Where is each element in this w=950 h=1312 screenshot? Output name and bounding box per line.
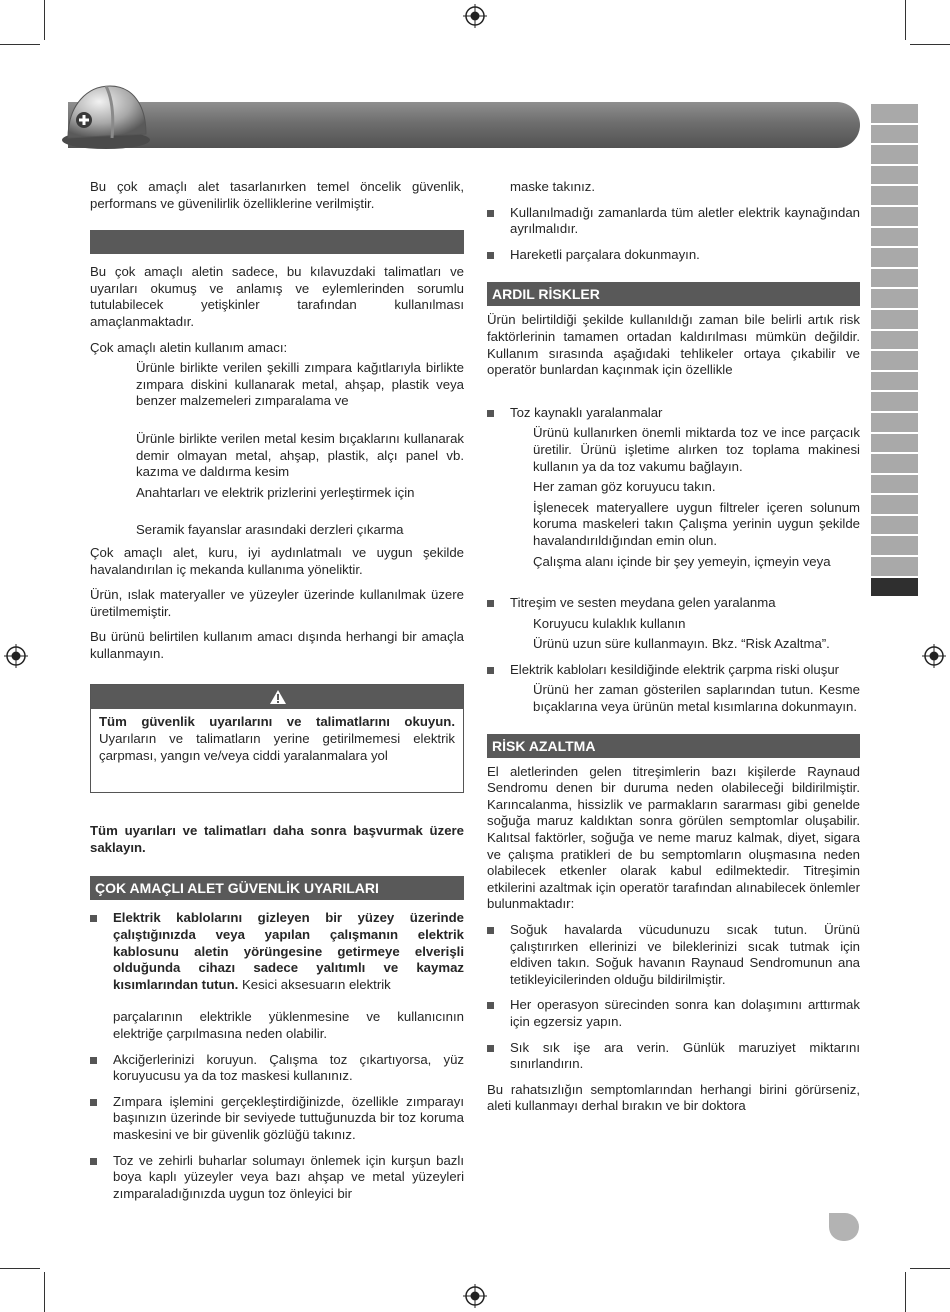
section-tab — [871, 166, 918, 185]
risk-sub-item: Ürünü kullanırken önemli miktarda toz ve ince parçacık üretilir. Ürünü işletime alırken toz toplama makinesi kullanın ya da toz vakumu bağlayın. — [533, 425, 860, 474]
risk-sub-item: Koruyucu kulaklık kullanın — [533, 615, 686, 631]
warning-body — [91, 709, 463, 792]
section-tab — [871, 207, 918, 226]
wet-materials-paragraph: Ürün, ıslak materyaller ve yüzeyler üzerinde kullanılmak üzere üretilmemiştir. — [90, 587, 464, 619]
warning-triangle-icon — [269, 689, 287, 705]
continued-text: maske takınız. — [510, 179, 596, 194]
intended-use-lead: Çok amaçlı aletin kullanım amacı: — [90, 339, 288, 355]
use-item: Seramik fayanslar arasındaki derzleri çıkarma — [136, 522, 404, 538]
hard-hat-icon — [60, 76, 152, 152]
mitigation-bullet — [487, 1040, 860, 1073]
section-tab — [871, 186, 918, 205]
crop-mark — [910, 1268, 950, 1269]
risk-bullet-text: Elektrik kabloları kesildiğinde elektrik çarpma riski oluşur — [510, 661, 840, 677]
warning-bold: Tüm güvenlik uyarılarını ve talimatlarını okuyun. — [99, 714, 455, 730]
use-item: Ürünle birlikte verilen şekilli zımpara kağıtlarıyla birlikte zımpara diskini kullanarak metal, ahşap, plastik veya benzer malzemeleri zımparalama ve — [136, 360, 464, 409]
bullet-square-icon — [487, 1045, 494, 1052]
safety-bullet — [90, 1052, 464, 1085]
bullet-square-icon — [90, 915, 97, 922]
section-tab — [871, 392, 918, 411]
safety-bullet — [90, 1153, 464, 1203]
bullet-square-icon — [90, 1057, 97, 1064]
keep-instructions — [90, 823, 464, 856]
safety-bullet-text: Akciğerlerinizi koruyun. Çalışma toz çıkartıyorsa, yüz koruyucusu ya da toz maskesi kullanınız. — [113, 1051, 464, 1084]
risk-bullet-text: Toz kaynaklı yaralanmalar — [510, 404, 663, 420]
registration-mark-icon — [4, 644, 28, 668]
section-tab — [871, 372, 918, 391]
header-banner — [68, 102, 860, 148]
registration-mark-icon — [922, 644, 946, 668]
intended-paragraph: Bu çok amaçlı aletin sadece, bu kılavuzdaki talimatları ve uyarıları okumuş ve anlamış ve eylemlerinden sorumlu tutulabilecek yetişkinler tarafından kullanılması amaçlanmaktadır. — [90, 264, 464, 329]
risk-sub-item: Çalışma alanı içinde bir şey yemeyin, içmeyin veya — [533, 553, 831, 569]
intended-use-heading — [90, 230, 464, 254]
warning-text: Uyarıların ve talimatların yerine getirilmemesi elektrik çarpması, yangın ve/veya ciddi yaralanmalara yol — [99, 731, 455, 763]
safety-bullet-continued: parçalarının elektrikle yüklenmesine ve kullanıcının elektriğe çarpılmasına neden olabilir. — [113, 1009, 464, 1041]
right-column — [487, 179, 860, 1124]
bullet-square-icon — [90, 1099, 97, 1106]
safety-bullet-text: Toz ve zehirli buharlar solumayı önlemek için kurşun bazlı boya kaplı yüzeyler veya bazı ahşap ve metal yüzeyleri zımparaladığınızda uygun toz önleyici bir — [113, 1152, 464, 1201]
safety-bullet-text: Kullanılmadığı zamanlarda tüm aletler elektrik kaynağından ayrılmalıdır. — [510, 204, 860, 237]
crop-mark — [44, 0, 45, 40]
safety-bullet-text: Hareketli parçalara dokunmayın. — [510, 246, 700, 262]
residual-risks-heading: ARDIL RİSKLER — [487, 282, 860, 306]
safety-bullet — [487, 205, 860, 238]
section-tab — [871, 104, 918, 123]
misuse-paragraph: Bu ürünü belirtilen kullanım amacı dışında herhangi bir amaçla kullanmayın. — [90, 629, 464, 661]
section-tab-active — [871, 578, 918, 597]
section-tab — [871, 413, 918, 432]
section-tab — [871, 516, 918, 535]
mitigation-text: Her operasyon sürecinden sonra kan dolaşımını arttırmak için egzersiz yapın. — [510, 997, 860, 1029]
section-tab — [871, 248, 918, 267]
section-tab — [871, 351, 918, 370]
bullet-square-icon — [90, 1158, 97, 1165]
bullet-square-icon — [487, 667, 494, 674]
section-tab — [871, 289, 918, 308]
bullet-square-icon — [487, 1002, 494, 1009]
final-paragraph: Bu rahatsızlığın semptomlarından herhangi birini görürseniz, aleti kullanmayı derhal bırakın ve bir doktora — [487, 1081, 860, 1114]
bullet-square-icon — [487, 252, 494, 259]
risk-reduction-paragraph: El aletlerinden gelen titreşimlerin bazı kişilerde Raynaud Sendromu denen bir duruma neden olabileceği bildirilmiştir. Karıncalanma, hissizlik ve parmakların sararması gibi genelde soğuğa maruz kaldıktan sonra görülen semptomlar oluşabilir. Kalıtsal faktörler, soğuğa ve neme maruz kalmak, diyet, sigara ve çalışma pratikleri de bu semptomların oluşmasına neden olabilecek etkenler olarak kabul edilmektedir. Titreşimin etkilerini azaltmak için operatör tarafından alınabilecek önlemler bulunmaktadır: — [487, 763, 860, 912]
safety-bullet — [90, 1094, 464, 1144]
section-tab — [871, 475, 918, 494]
crop-mark — [905, 1272, 906, 1312]
risk-bullet — [487, 595, 860, 612]
safety-heading: ÇOK AMAÇLI ALET GÜVENLİK UYARILARI — [90, 876, 464, 900]
section-tab — [871, 536, 918, 555]
section-tab — [871, 454, 918, 473]
indoor-use-paragraph: Çok amaçlı alet, kuru, iyi aydınlatmalı ve uygun şekilde havalandırılan iç mekanda kullanıma yöneliktir. — [90, 544, 464, 577]
section-tab — [871, 125, 918, 144]
section-tab — [871, 495, 918, 514]
risk-sub-item: İşlenecek materyallere uygun filtreler içeren solunum koruma maskeleri takın Çalışma yerinin uygun şekilde havalandırıldığından emin olun. — [533, 499, 860, 548]
section-tab — [871, 557, 918, 576]
risk-reduction-heading: RİSK AZALTMA — [487, 734, 860, 758]
mitigation-text: Sık sık işe ara verin. Günlük maruziyet miktarını sınırlandırın. — [510, 1039, 860, 1072]
bullet-square-icon — [487, 210, 494, 217]
risk-sub-item: Her zaman göz koruyucu takın. — [533, 479, 716, 495]
crop-mark — [0, 44, 40, 45]
keep-instructions-text: Tüm uyarıları ve talimatları daha sonra başvurmak üzere saklayın. — [90, 823, 464, 855]
mitigation-text: Soğuk havalarda vücudunuzu sıcak tutun. Ürünü çalıştırırken ellerinizi ve bileklerinizi sıcak tutmak için eldiven takın. Soğuk havanın Raynaud Sendromunun ana tetikleyicilerinden olduğu bildirilmiştir. — [510, 922, 860, 987]
crop-mark — [0, 1268, 40, 1269]
intro-paragraph: Bu çok amaçlı alet tasarlanırken temel öncelik güvenlik, performans ve güvenilirlik özelliklerine verilmiştir. — [90, 179, 464, 211]
risk-sub-item: Ürünü uzun süre kullanmayın. Bkz. “Risk Azaltma”. — [533, 636, 830, 652]
risk-bullet — [487, 405, 860, 422]
bullet-square-icon — [487, 410, 494, 417]
risk-bullet-text: Titreşim ve sesten meydana gelen yaralanma — [510, 595, 776, 611]
bullet-square-icon — [487, 600, 494, 607]
left-column — [90, 179, 464, 1211]
crop-mark — [910, 44, 950, 45]
residual-risks-paragraph: Ürün belirtildiği şekilde kullanıldığı zaman bile belirli artık risk faktörlerinin tamamen ortadan kaldırılması mümkün değildir. Kullanım sırasında aşağıdaki tehlikeler ortaya çıkabilir ve operatör bunlardan kaçınmak için özellikle — [487, 312, 860, 378]
safety-bullet — [90, 910, 464, 993]
mitigation-bullet — [487, 922, 860, 988]
section-tab — [871, 310, 918, 329]
section-tab — [871, 228, 918, 247]
registration-mark-icon — [463, 4, 487, 28]
registration-mark-icon — [463, 1284, 487, 1308]
use-item: Ürünle birlikte verilen metal kesim bıçaklarını kullanarak demir olmayan metal, ahşap, plastik, alçı panel vb. kazıma ve daldırma kesim — [136, 430, 464, 480]
mitigation-bullet — [487, 997, 860, 1030]
warning-box — [90, 684, 464, 793]
crop-mark — [905, 0, 906, 40]
page-number-badge — [829, 1213, 859, 1241]
safety-bullet — [487, 247, 860, 264]
section-tabs — [871, 104, 918, 598]
section-tab — [871, 269, 918, 288]
warning-header — [91, 685, 463, 709]
section-tab — [871, 145, 918, 164]
section-tab — [871, 331, 918, 350]
safety-bullet-text: Kesici aksesuarın elektrik — [238, 976, 391, 992]
safety-bullet-bold: Elektrik kablolarını gizleyen bir yüzey üzerinde çalıştığınızda veya yapılan çalışmanın elektrik kablosunu aletin yörüngesine getirmeye elverişli olduğunda cihazı sadece yalıtımlı ve kaymaz kısımlarından tutun. — [113, 910, 464, 992]
section-tab — [871, 434, 918, 453]
risk-bullet — [487, 662, 860, 679]
use-item: Anahtarları ve elektrik prizlerini yerleştirmek için — [136, 484, 415, 500]
crop-mark — [44, 1272, 45, 1312]
bullet-square-icon — [487, 927, 494, 934]
risk-sub-item: Ürünü her zaman gösterilen saplarından tutun. Kesme bıçaklarına veya ürünün metal kısımlarına dokunmayın. — [533, 682, 860, 715]
safety-bullet-text: Zımpara işlemini gerçekleştirdiğinizde, özellikle zımparayı başınızın üzerinde bir seviyede tuttuğunuzda bir toz koruma maskesini ve bir güvenlik gözlüğü takınız. — [113, 1093, 464, 1142]
